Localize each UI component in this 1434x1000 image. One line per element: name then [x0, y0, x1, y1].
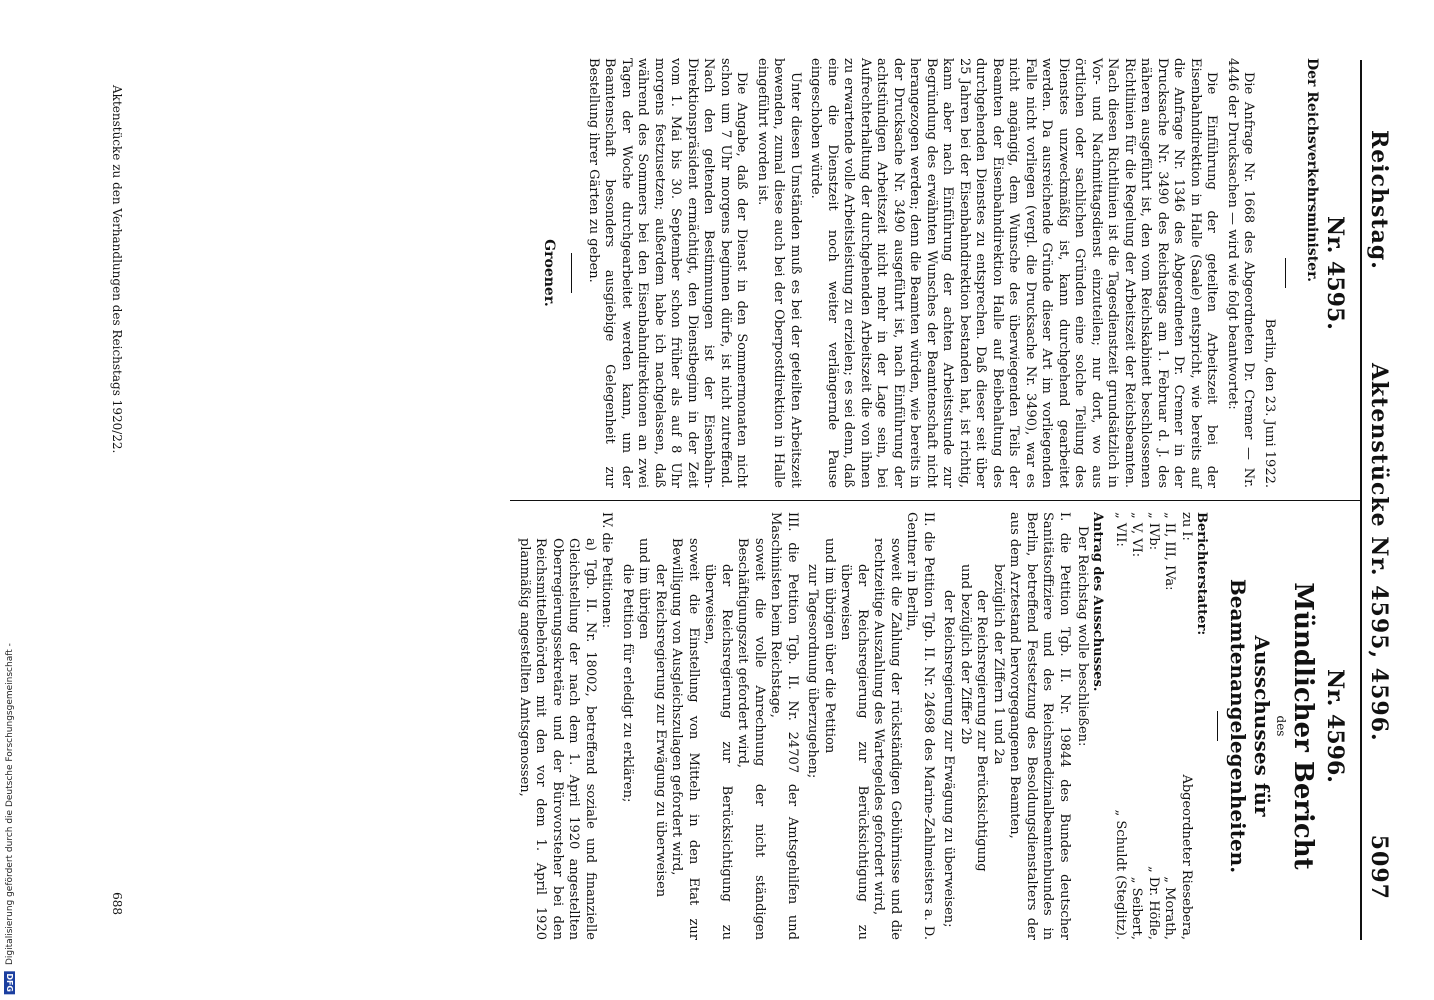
reporter-name: Abgeordneter Riesebera,	[1179, 774, 1194, 940]
reporter-row	[1161, 512, 1178, 940]
reporters-list	[1112, 512, 1195, 940]
committee-title: Ausschusses für Beamtenangelegenheiten.	[1226, 578, 1274, 874]
reporter-row	[1112, 512, 1129, 940]
dfg-logo: DFG	[5, 973, 15, 992]
item-1-c: und bezüglich der Ziffer 2b	[958, 564, 973, 745]
item-2-c: und im übrigen über die Petition	[822, 538, 837, 754]
page-header	[1366, 130, 1392, 900]
reporter-label: „ II, III, IVa:	[1162, 512, 1178, 591]
item-2: II. die Petition Tgb. II. Nr. 24698 des Marine-Zahlmeisters a. D. Gentner in Berlin,	[904, 512, 936, 940]
reporter-row	[1128, 512, 1145, 940]
title-rule	[1217, 711, 1218, 741]
reporter-label: „ V, VI:	[1129, 512, 1145, 558]
item-4: IV. die Petitionen:	[599, 512, 615, 629]
header-left: Reichstag.	[1366, 130, 1392, 270]
antrag-heading: Antrag des Ausschusses.	[1090, 512, 1106, 692]
item-1: I. die Petition Tgb. II. Nr. 19844 des Bundes deutscher Sanitätsoffiziere und des Reichsmedizinalbeamtenbundes in Berlin, betreffend Festsetzung des Besoldungsdienstalters der aus dem Arztestand hervorgegangenen Beamten,	[1007, 512, 1072, 940]
right-column	[516, 512, 1355, 940]
item-1-b: der Reichsregierung zur Berücksichtigung	[974, 590, 990, 872]
reporter-row	[1178, 512, 1195, 940]
digitization-text: Digitalisierung gefördert durch die Deutsche Forschungsgemeinschaft -	[5, 643, 15, 966]
item-2-b: der Reichsregierung zur Berücksichtigung zu überweisen	[838, 564, 870, 940]
item-3-b: der Reichsregierung zur Berücksichtigung zu überweisen,	[702, 564, 734, 940]
item-2-a: soweit die Zahlung der rückständigen Gebührnisse und die rechtzeitige Auszahlung des Wartegeldes gefordert wird,	[871, 538, 903, 940]
page-footer	[110, 85, 124, 915]
footer-text: Aktenstücke zu den Verhandlungen des Reichstags 1920/22.	[110, 85, 124, 454]
antrag-intro: Der Reichstag wolle beschließen:	[1075, 526, 1091, 747]
antrag-items	[516, 512, 1073, 940]
header-center: Aktenstücke Nr. 4595, 4596.	[1366, 362, 1392, 742]
item-3-a: soweit die volle Anrechnung der nicht ständigen Beschäftigungszeit gefordert wird,	[735, 538, 767, 940]
reporter-name: „ Schuldt (Steglitz).	[1113, 809, 1128, 940]
date-line: Berlin, den 23. Juni 1922.	[1262, 318, 1277, 488]
header-page-number: 5097	[1366, 834, 1392, 900]
reporter-label: „ IVb:	[1146, 512, 1161, 551]
signature: Groener.	[541, 239, 558, 307]
left-body	[585, 58, 1257, 488]
reporters-heading: Berichterstatter:	[1194, 512, 1209, 636]
item-4-a: a) Tgb. II. Nr. 18002, betreffend soziale und finanzielle Gleichstellung der nach dem 1. April 1920 angestellten Oberregierungssekretäre und der Bürovorsteher bei den Reichsmittelbehörden mit den vor dem 1. April 1920 planmäßig angestellten Amtsgenossen,	[517, 538, 598, 940]
reporter-name: „ Dr. Höfle,	[1146, 865, 1161, 940]
paragraph-4: Die Angabe, daß der Dienst in den Sommermonaten nicht schon um 7 Uhr morgens beginnen dürfe, ist nicht zutreffend. Nach den geltenden Bestimmungen ist der Eisenbahn-Direktionspräsident ermächtigt, den Dienstbeginn in der Zeit vom 1. Mai bis 30. September schon früher als auf 8 Uhr morgens festzusetzen; außerdem habe ich nachgelassen, daß während des Sommers bei den Eisenbahndirektionen an zwei Tagen der Woche durchgearbeitet werden kann, um der Beamtenschaft besonders ausgiebige Gelegenheit zur Bestellung ihrer Gärten zu geben.	[586, 58, 750, 488]
column-divider	[510, 500, 1360, 501]
reporter-label: zu I:	[1179, 512, 1194, 541]
doc-number-4595: Nr. 4595.	[1322, 216, 1348, 330]
signature-rule	[572, 253, 573, 293]
left-column	[542, 58, 1355, 488]
item-3-d: der Reichsregierung zur Erwägung zu überweisen	[653, 564, 668, 898]
item-3-e: und im übrigen	[636, 538, 652, 640]
paragraph-3: Unter diesen Umständen muß es bei der geteilten Arbeitszeit bewenden, zumal diese auch bei der Oberpostdirektion in Halle eingeführt worden ist.	[755, 58, 803, 488]
reporter-name: „ Morath,	[1162, 876, 1178, 940]
addressee: Der Reichsverkehrsminister.	[1304, 58, 1320, 283]
item-3: III. die Petition Tgb. II. Nr. 24707 der Amtsgehilfen und Maschinisten beim Reichstage,	[768, 512, 800, 940]
reporter-label: „ VII:	[1113, 512, 1128, 547]
short-rule	[1285, 258, 1286, 288]
report-title: Mündlicher Bericht	[1288, 582, 1318, 870]
item-2-d: zur Tagesordnung überzugehen;	[805, 564, 821, 779]
paragraph-1: Die Anfrage Nr. 1668 des Abgeordneten Dr. Cremer — Nr. 4446 der Drucksachen — wird wie folgt beantwortet:	[1225, 58, 1257, 488]
item-1-a: bezüglich der Ziffern 1 und 2a	[991, 564, 1006, 765]
item-3-f: die Petition für erledigt zu erklären;	[620, 564, 635, 803]
report-title-des: des	[1274, 715, 1288, 737]
doc-number-4596: Nr. 4596.	[1322, 669, 1348, 783]
digitization-note	[2, 6, 18, 994]
reporter-name: „ Seibert,	[1129, 876, 1145, 940]
footer-number: 688	[110, 892, 124, 915]
paragraph-2: Die Einführung der geteilten Arbeitszeit bei der Eisenbahndirektion in Halle (Saale) entspricht, wie bereits auf die Anfrage Nr. 1346 des Abgeordneten Dr. Cremer in der Drucksache Nr. 3490 des Reichstags am 1. Februar d. J. des näheren ausgeführt ist, den vom Reichskabinett beschlossenen Richtlinien für die Regelung der Arbeitszeit der Reichsbeamten. Nach diesen Richtlinien ist die Tagesdienstzeit grundsätzlich in Vor- und Nachmittagsdienst einzuteilen; nur dort, wo aus örtlichen oder sachlichen Gründen eine solche Teilung des Dienstes unzweckmäßig ist, kann durchgehend gearbeitet werden. Da ausreichende Gründe dieser Art im vorliegenden Falle nicht vorliegen (vergl. die Drucksache Nr. 3490), war es nicht angängig, dem Wunsche des überwiegenden Teils der Beamten der Eisenbahndirektion Halle auf Beibehaltung des durchgehenden Dienstes zu entsprechen. Daß dieser seit über 25 Jahren bei der Eisenbahndirektion bestanden hat, ist richtig, kann aber nach Einführung der achten Arbeitsstunde zur Begründung des erwähnten Wunsches der Beamtenschaft nicht herangezogen werden; denn die Beamten würden, wie bereits in der Drucksache Nr. 3490 ausgeführt ist, nach Einführung der achtstündigen Arbeitszeit nicht mehr in der Lage sein, bei Aufrechterhaltung der durchgehenden Arbeitszeit die von ihnen zu erwartende volle Arbeitsleistung zu erzielen; es sei denn, daß eine die Dienstzeit noch weiter verlängernde Pause eingeschoben würde.	[808, 58, 1220, 488]
reporter-row	[1145, 512, 1162, 940]
header-rule	[1360, 60, 1362, 940]
item-3-c: soweit die Einstellung von Mitteln in den Etat zur Bewilligung von Ausgleichszulagen gefordert wird,	[669, 538, 701, 940]
item-1-d: der Reichsregierung zur Erwägung zu überweisen;	[941, 590, 957, 928]
